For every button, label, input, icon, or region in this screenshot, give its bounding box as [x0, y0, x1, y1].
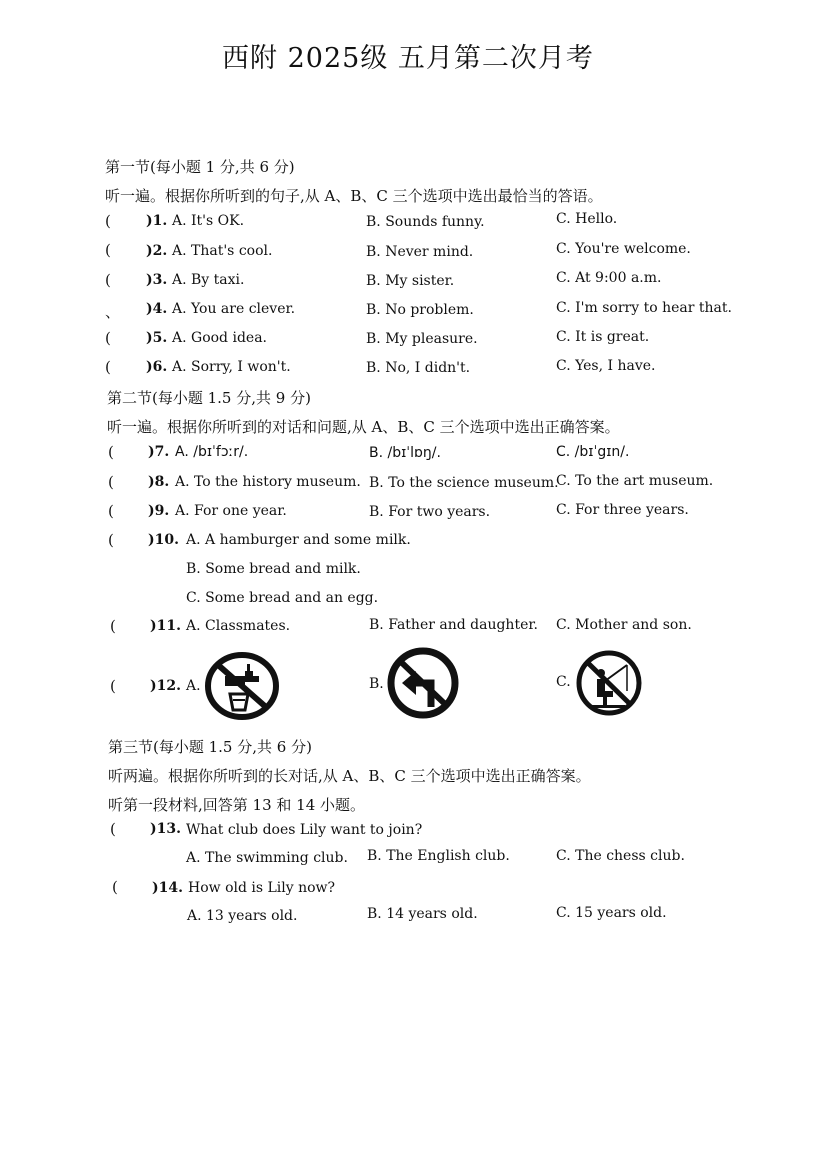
question-number: )5.: [146, 330, 168, 346]
option-b: B.: [369, 676, 384, 692]
question-number: )1.: [146, 213, 168, 229]
answer-paren: (: [108, 443, 114, 461]
option-b: B. My sister.: [366, 273, 455, 289]
option-b: B. My pleasure.: [366, 331, 478, 347]
answer-paren: (: [108, 502, 114, 520]
option-c: C. At 9:00 a.m.: [556, 270, 662, 286]
option-b: B. Father and daughter.: [369, 617, 538, 633]
question-number: )11.: [150, 618, 181, 634]
section2-heading: 第二节(每小题 1.5 分,共 9 分): [107, 389, 311, 407]
option-c: C. It is great.: [556, 329, 650, 345]
option-a: A. The swimming club.: [186, 850, 348, 866]
answer-paren: (: [108, 473, 114, 491]
option-a: A. Good idea.: [172, 330, 267, 346]
section3-material: 听第一段材料,回答第 13 和 14 小题。: [108, 796, 366, 814]
section3-heading: 第三节(每小题 1.5 分,共 6 分): [108, 738, 312, 756]
option-c: C. You're welcome.: [556, 241, 691, 257]
option-b: B. To the science museum.: [369, 475, 559, 491]
question-number: )14.: [152, 880, 183, 896]
answer-paren: (: [105, 241, 111, 259]
option-c: C. 15 years old.: [556, 905, 667, 921]
option-b: B. Never mind.: [366, 244, 474, 260]
option-a: A. Sorry, I won't.: [172, 359, 291, 375]
option-c: C. /bɪˈgɪn/.: [556, 444, 630, 460]
option-a: A. A hamburger and some milk.: [186, 532, 411, 548]
option-a: A. Classmates.: [186, 618, 291, 634]
option-c: C.: [556, 674, 571, 690]
option-b: B. 14 years old.: [367, 906, 478, 922]
question-number: )6.: [146, 359, 168, 375]
no-drinking-water-sign-icon: [203, 650, 281, 722]
section1-instruction: 听一遍。根据你所听到的句子,从 A、B、C 三个选项中选出最恰当的答语。: [105, 187, 603, 205]
question-number: )7.: [148, 444, 170, 460]
option-b: B. The English club.: [367, 848, 510, 864]
question-number: )13.: [150, 821, 181, 837]
answer-paren: 、: [105, 303, 121, 321]
answer-paren: (: [110, 677, 116, 695]
option-c: C. Hello.: [556, 211, 618, 227]
option-c: C. I'm sorry to hear that.: [556, 300, 732, 316]
option-a: A. /bɪˈfɔːr/.: [175, 444, 249, 460]
answer-paren: (: [105, 212, 111, 230]
option-c: C. The chess club.: [556, 848, 685, 864]
question-number: )2.: [146, 243, 168, 259]
no-fishing-sign-icon: [573, 649, 645, 717]
option-b: B. No problem.: [366, 302, 474, 318]
answer-paren: (: [105, 358, 111, 376]
option-a: A. You are clever.: [172, 301, 296, 317]
question-stem: What club does Lily want to join?: [186, 822, 423, 838]
option-a: A. To the history museum.: [175, 474, 361, 490]
option-c: C. Some bread and an egg.: [186, 590, 379, 606]
question-number: )4.: [146, 301, 168, 317]
option-a: A. By taxi.: [172, 272, 245, 288]
answer-paren: (: [112, 878, 118, 896]
section2-instruction: 听一遍。根据你所听到的对话和问题,从 A、B、C 三个选项中选出正确答案。: [107, 418, 620, 436]
question-number: )10.: [148, 532, 179, 548]
option-c: C. For three years.: [556, 502, 689, 518]
option-b: B. For two years.: [369, 504, 491, 520]
option-a: A. 13 years old.: [187, 908, 298, 924]
option-b: B. Some bread and milk.: [186, 561, 361, 577]
answer-paren: (: [110, 617, 116, 635]
question-stem: How old is Lily now?: [188, 880, 336, 896]
option-a: A. That's cool.: [172, 243, 273, 259]
option-b: B. Sounds funny.: [366, 214, 485, 230]
section1-heading: 第一节(每小题 1 分,共 6 分): [105, 158, 295, 176]
option-b: B. /bɪˈlɒŋ/.: [369, 445, 441, 461]
option-c: C. Mother and son.: [556, 617, 692, 633]
answer-paren: (: [110, 820, 116, 838]
answer-paren: (: [105, 329, 111, 347]
question-number: )12.: [150, 678, 181, 694]
answer-paren: (: [105, 271, 111, 289]
option-a: A. It's OK.: [172, 213, 245, 229]
option-c: C. Yes, I have.: [556, 358, 656, 374]
option-a: A. For one year.: [175, 503, 287, 519]
option-a: A.: [186, 678, 201, 694]
page-title: 西附 2025级 五月第二次月考: [222, 43, 594, 74]
option-c: C. To the art museum.: [556, 473, 714, 489]
answer-paren: (: [108, 531, 114, 549]
section3-instruction: 听两遍。根据你所听到的长对话,从 A、B、C 三个选项中选出正确答案。: [108, 767, 591, 785]
no-left-turn-sign-icon: [386, 647, 460, 719]
question-number: )3.: [146, 272, 168, 288]
question-number: )8.: [148, 474, 170, 490]
option-b: B. No, I didn't.: [366, 360, 471, 376]
question-number: )9.: [148, 503, 170, 519]
